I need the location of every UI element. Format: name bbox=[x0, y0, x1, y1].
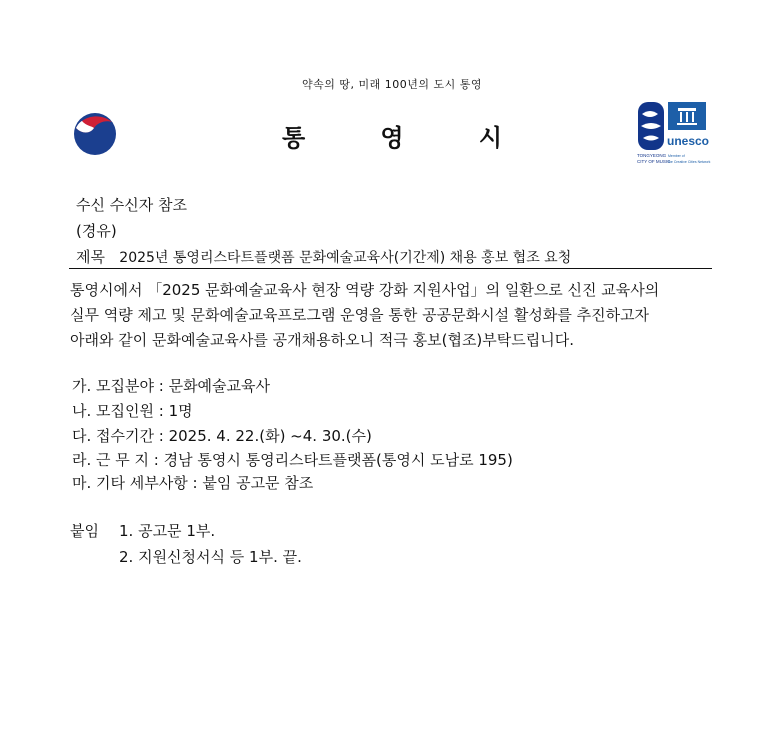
unesco-text: unesco bbox=[667, 134, 710, 148]
via-line: (경유) bbox=[76, 222, 117, 240]
subject-divider bbox=[69, 268, 712, 269]
body-line: 통영시에서 「2025 문화예술교육사 현장 역량 강화 지원사업」의 일환으로 신진 교육사의 bbox=[70, 281, 660, 299]
slogan: 약속의 땅, 미래 100년의 도시 통영 bbox=[302, 78, 482, 91]
org-char: 통 bbox=[282, 124, 306, 152]
logo-city-line1: TONGYEONG bbox=[637, 153, 667, 158]
body-line: 실무 역량 제고 및 문화예술교육프로그램 운영을 통한 공공문화시설 활성화를 추진하고자 bbox=[70, 306, 650, 324]
org-char: 시 bbox=[478, 124, 502, 152]
unesco-sub1: Member of bbox=[668, 154, 685, 158]
list-item: 다. 접수기간 : 2025. 4. 22.(화) ~4. 30.(수) bbox=[72, 427, 372, 445]
list-item: 라. 근 무 지 : 경남 통영시 통영리스타트플랫폼(통영시 도남로 195) bbox=[72, 451, 513, 469]
subject-text: 2025년 통영리스타트플랫폼 문화예술교육사(기간제) 채용 홍보 협조 요청 bbox=[119, 250, 572, 266]
subject-line bbox=[76, 246, 571, 267]
attachment-item: 2. 지원신청서식 등 1부. 끝. bbox=[119, 548, 302, 566]
attachment-item: 1. 공고문 1부. bbox=[119, 522, 216, 540]
recipient-line: 수신 수신자 참조 bbox=[76, 196, 187, 214]
list-item: 가. 모집분야 : 문화예술교육사 bbox=[72, 377, 271, 395]
organization-name bbox=[282, 118, 502, 153]
list-item: 마. 기타 세부사항 : 붙임 공고문 참조 bbox=[72, 474, 314, 492]
unesco-creative-city-logo bbox=[636, 100, 712, 170]
unesco-sub2: the Creative Cities Network bbox=[668, 160, 711, 164]
government-emblem-icon bbox=[72, 110, 118, 156]
body-line: 아래와 같이 문화예술교육사를 공개채용하오니 적극 홍보(협조)부탁드립니다. bbox=[70, 331, 574, 349]
list-item: 나. 모집인원 : 1명 bbox=[72, 402, 193, 420]
logo-city-line2: CITY OF MUSIC bbox=[637, 159, 671, 164]
attachment-label: 붙임 bbox=[70, 522, 99, 540]
org-char: 영 bbox=[380, 124, 404, 152]
subject-label: 제목 bbox=[76, 248, 105, 266]
